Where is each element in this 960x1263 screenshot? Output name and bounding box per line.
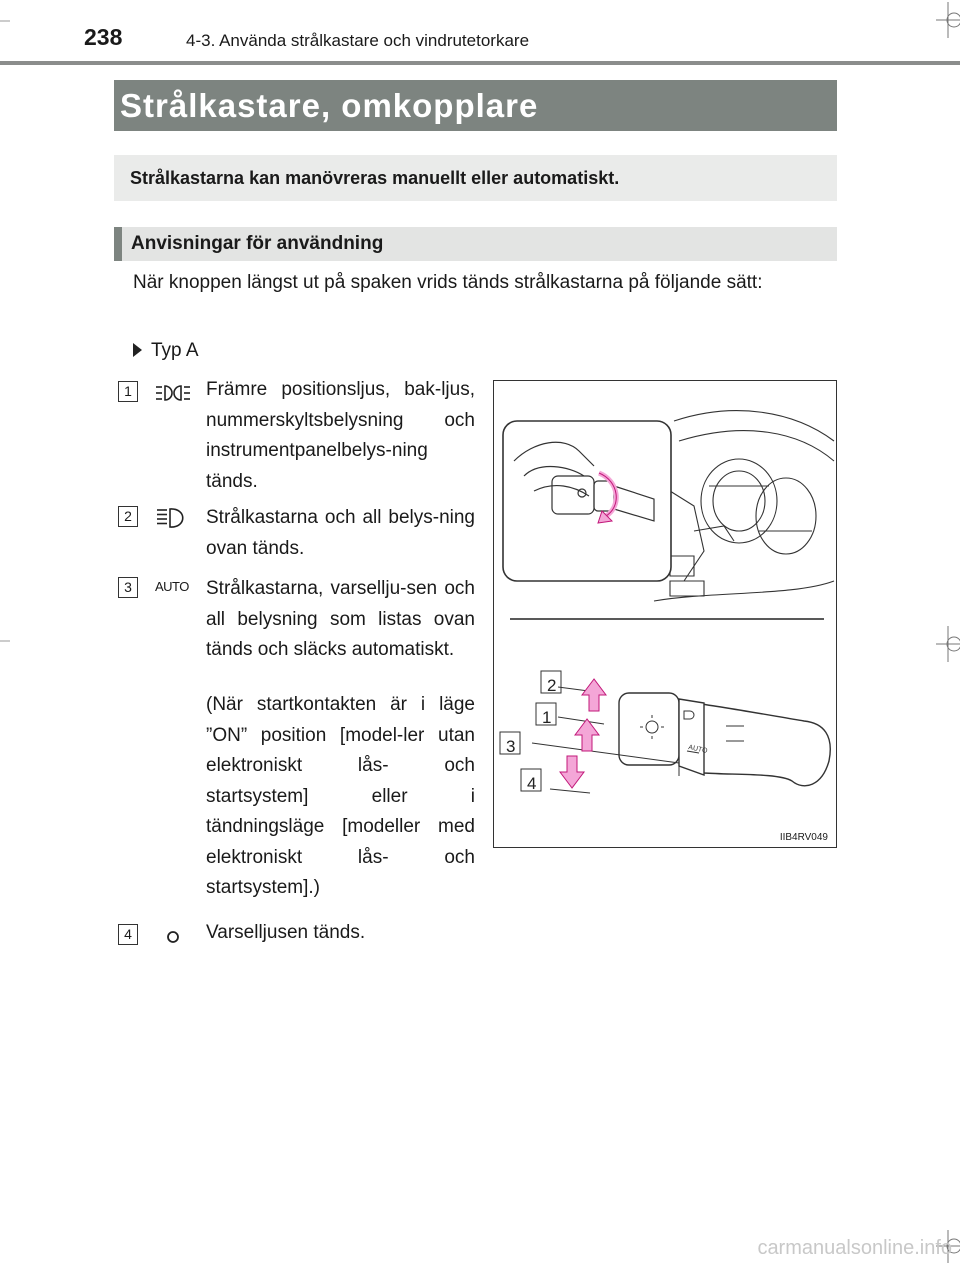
switch-illustration: [494, 381, 837, 848]
registration-mark-right: [936, 626, 960, 662]
callout-4: 4: [527, 774, 537, 793]
item-3-number: 3: [118, 577, 138, 598]
item-1-number: 1: [118, 381, 138, 402]
page-number: 238: [84, 24, 123, 50]
registration-mark-top-right: [936, 2, 960, 38]
item-4-text: Varselljusen tänds.: [206, 922, 366, 943]
item-2-text: Strålkastarna och all belys-ning ovan tänds.: [206, 507, 475, 559]
callout-2: 2: [547, 676, 557, 695]
crop-mark-left: [0, 640, 10, 642]
item-3-note: (När startkontakten är i läge ”ON” position [model-ler utan elektroniskt lås- och startsystem] eller i tändningsläge [modeller med elektroniskt lås- och startsystem].): [206, 694, 475, 898]
item-1-text: Främre positionsljus, bak-ljus, nummerskyltsbelysning och instrumentpanelbelys-ning tänds.: [206, 379, 475, 492]
callout-1: 1: [542, 708, 552, 727]
position-lights-icon: [155, 383, 191, 403]
figure-code: IIB4RV049: [779, 832, 828, 843]
intro-summary: Strålkastarna kan manövreras manuellt eller automatiskt.: [114, 155, 837, 201]
item-3-text: Strålkastarna, varsellju-sen och all belysning som listas ovan tänds och släcks automatiskt.: [206, 578, 475, 660]
drl-icon: [163, 927, 183, 947]
type-label: [133, 337, 199, 365]
triangle-bullet-icon: [133, 343, 142, 357]
type-label-text: Typ A: [151, 340, 199, 361]
switch-auto-label: AUTO: [687, 744, 708, 755]
headlight-switch-figure: [493, 380, 837, 848]
section-title: Strålkastare, omkopplare: [114, 80, 837, 131]
auto-icon: AUTO: [155, 579, 189, 594]
crop-mark-top-left: [0, 20, 10, 22]
body-paragraph: När knoppen längst ut på spaken vrids tänds strålkastarna på följande sätt:: [133, 272, 763, 293]
subheading: Anvisningar för användning: [114, 227, 837, 261]
headlight-icon: [155, 507, 191, 529]
chapter-title: 4-3. Använda strålkastare och vindrutetorkare: [186, 31, 530, 50]
callout-3: 3: [506, 737, 516, 756]
item-2-number: 2: [118, 506, 138, 527]
item-4-number: 4: [118, 924, 138, 945]
watermark: carmanualsonline.info: [757, 1237, 952, 1259]
header-divider: [0, 61, 960, 65]
